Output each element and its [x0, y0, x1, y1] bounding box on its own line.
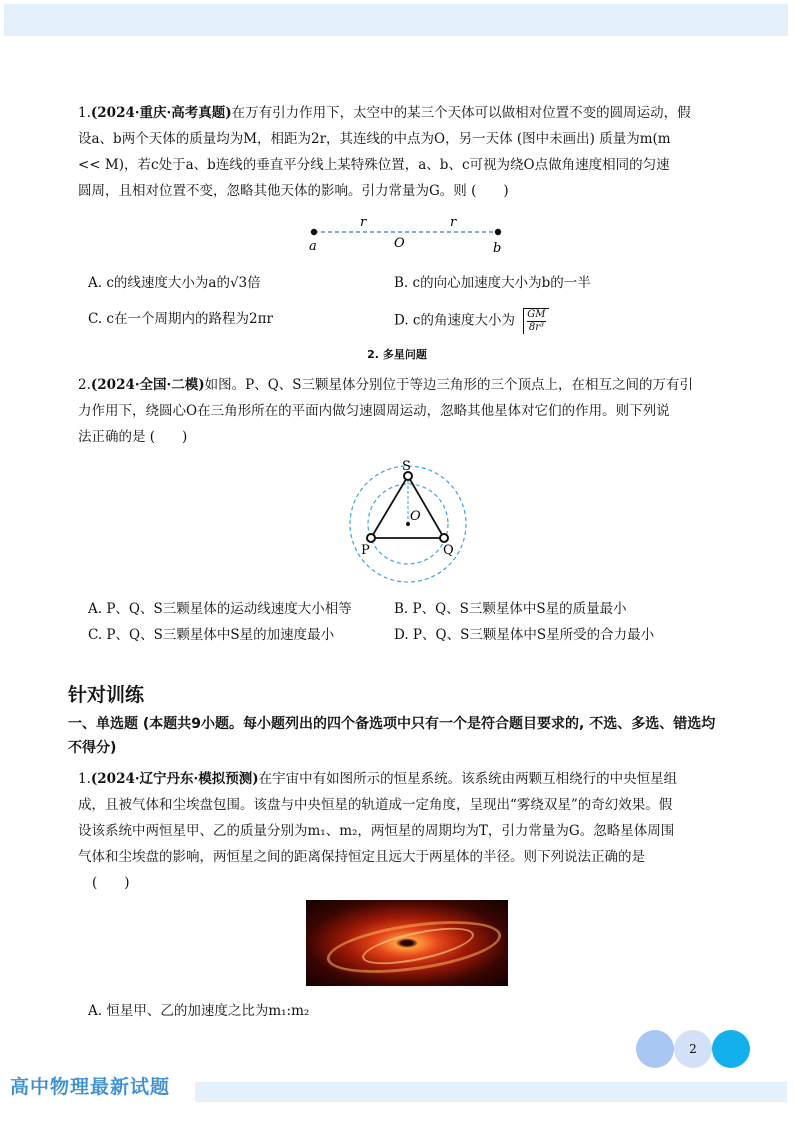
- question-text: 设该系统中两恒星甲、乙的质量分别为m₁、m₂，两恒星的周期均为T，引力常量为G。忽略星体周围: [78, 823, 675, 839]
- option-b[interactable]: B. P、Q、S三颗星体中S星的质量最小: [394, 601, 627, 617]
- label-o: O: [410, 509, 421, 524]
- label-p: P: [361, 543, 370, 558]
- question-number: 1.: [78, 771, 91, 787]
- label-b: b: [493, 241, 502, 256]
- sqrt-fraction: [523, 308, 548, 334]
- question-text: 气体和尘埃盘的影响，两恒星之间的距离保持恒定且远大于两星体的半径。则下列说法正确的是: [78, 849, 645, 865]
- brand-logo: 高中物理最新试题: [10, 1076, 171, 1098]
- question-2: [78, 372, 718, 450]
- section-title: 2. 多星问题: [367, 348, 427, 361]
- footer-band: [195, 1082, 787, 1102]
- point-b: [495, 229, 501, 235]
- option-a[interactable]: A. P、Q、S三颗星体的运动线速度大小相等: [88, 601, 352, 617]
- question-text: ( ): [92, 875, 130, 891]
- point-a: [311, 229, 317, 235]
- option-c[interactable]: C. P、Q、S三颗星体中S星的加速度最小: [88, 627, 335, 643]
- question-text: 在宇宙中有如图所示的恒星系统。该系统由两颗互相绕行的中央恒星组: [258, 771, 678, 787]
- question-number: 1.: [78, 105, 91, 121]
- question-text: 圆周，且相对位置不变，忽略其他天体的影响。引力常量为G。则 ( ): [78, 183, 509, 199]
- question-text: << M)，若c处于a、b连线的垂直平分线上某特殊位置，a、b、c可视为绕O点做角速度相同的匀速: [78, 157, 670, 173]
- question-number: 2.: [78, 377, 91, 393]
- section-subheading: 一、单选题 (本题共9小题。每小题列出的四个备选项中只有一个是符合题目要求的, 不选、多选、错选均不得分): [68, 716, 716, 756]
- question-source: (2024·重庆·高考真题): [90, 105, 232, 121]
- option-d[interactable]: [394, 308, 549, 334]
- label-r-left: r: [360, 215, 367, 230]
- question-text: 在万有引力作用下，太空中的某三个天体可以做相对位置不变的圆周运动，假: [231, 105, 691, 121]
- question-text: 如图。P、Q、S三颗星体分别位于等边三角形的三个顶点上，在相互之间的万有引: [204, 377, 694, 393]
- label-s: S: [402, 459, 411, 474]
- option-a[interactable]: A. 恒星甲、乙的加速度之比为m₁:m₂: [88, 1003, 310, 1019]
- binary-star-disk-image: [306, 900, 508, 986]
- star-p: [367, 534, 375, 542]
- question-1: [78, 100, 718, 204]
- option-d-text: D. c的角速度大小为: [394, 312, 515, 329]
- question-text: 成，且被气体和尘埃盘包围。该盘与中央恒星的轨道成一定角度，呈现出“雾绕双星”的奇幻效果。假: [78, 797, 673, 813]
- option-a[interactable]: A. c的线速度大小为a的√3倍: [88, 275, 261, 291]
- question-text: 力作用下，绕圆心O在三角形所在的平面内做匀速圆周运动，忽略其他星体对它们的作用。则下列说: [78, 403, 670, 419]
- label-r-right: r: [450, 215, 457, 230]
- label-q: Q: [443, 543, 454, 558]
- fraction-denominator: 8r³: [528, 322, 544, 333]
- option-c[interactable]: C. c在一个周期内的路程为2πr: [88, 311, 273, 327]
- page-number: 2: [689, 1042, 697, 1056]
- option-d[interactable]: D. P、Q、S三颗星体中S星所受的合力最小: [394, 627, 655, 643]
- fraction-numerator: GM: [527, 309, 546, 320]
- header-band: [4, 4, 788, 36]
- star-q: [440, 534, 448, 542]
- question-text: 设a、b两个天体的质量均为M，相距为2r，其连线的中点为O，另一天体 (图中未画出) 质量为m(m: [78, 131, 671, 147]
- label-a: a: [309, 239, 317, 254]
- figure-ab-line: [300, 212, 520, 260]
- label-o: O: [394, 236, 405, 251]
- section-heading: 针对训练: [68, 684, 145, 706]
- question-source: (2024·辽宁丹东·模拟预测): [90, 771, 259, 787]
- figure-triangle-stars: [340, 452, 480, 592]
- question-source: (2024·全国·二模): [90, 377, 205, 393]
- question-text: 法正确的是 ( ): [78, 429, 188, 445]
- question-3: [78, 766, 718, 896]
- option-b[interactable]: B. c的向心加速度大小为b的一半: [394, 275, 591, 291]
